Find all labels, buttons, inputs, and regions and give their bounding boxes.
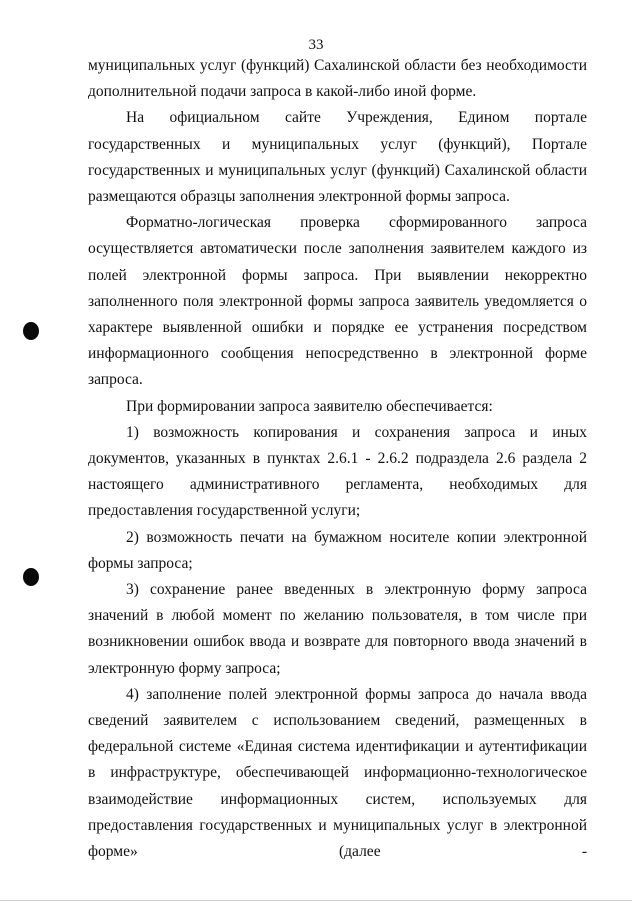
scan-edge-line <box>0 900 632 901</box>
paragraph-list-intro: При формировании запроса заявителю обеспечивается: <box>126 397 493 415</box>
punch-hole-mark <box>23 568 39 586</box>
list-item-2: 2) возможность печати на бумажном носителе копии электронной формы запроса; <box>88 528 587 572</box>
page-number: 33 <box>308 37 324 53</box>
punch-hole-mark <box>23 322 39 340</box>
list-item-3: 3) сохранение ранее введенных в электронную форму запроса значений в любой момент по желанию пользователя, в том числе при возникновении ошибок ввода и возврате для повторного ввода значений в электронную форму запроса; <box>88 581 587 677</box>
document-body <box>88 53 587 865</box>
paragraph-continuation: муниципальных услуг (функций) Сахалинской области без необходимости дополнительной подачи запроса в какой-либо иной форме. <box>88 57 587 101</box>
list-item-1: 1) возможность копирования и сохранения запроса и иных документов, указанных в пунктах 2.6.1 - 2.6.2 подраздела 2.6 раздела 2 настоящего административного регламента, необходимых для предоставления государственной услуги; <box>88 423 587 520</box>
paragraph-sample-forms: На официальном сайте Учреждения, Едином портале государственных и муниципальных услуг (функций), Портале государственных и муниципальных услуг (функций) Сахалинской области размещаются образцы заполнения электронной формы запроса. <box>88 109 587 206</box>
paragraph-format-check: Форматно-логическая проверка сформированного запроса осуществляется автоматически после заполнения заявителем каждого из полей электронной формы запроса. При выявлении некорректно заполненного поля электронной формы запроса заявитель уведомляется о характере выявленной ошибки и порядке ее устранения посредством информационного сообщения непосредственно в электронной форме запроса. <box>88 214 587 389</box>
list-item-4: 4) заполнение полей электронной формы запроса до начала ввода сведений заявителем с использованием сведений, размещенных в федеральной системе «Единая система идентификации и аутентификации в инфраструктуре, обеспечивающей информационно-технологическое взаимодействие информационных систем, используемых для предоставления государственных и муниципальных услуг в электронной форме» (далее - <box>88 685 587 861</box>
